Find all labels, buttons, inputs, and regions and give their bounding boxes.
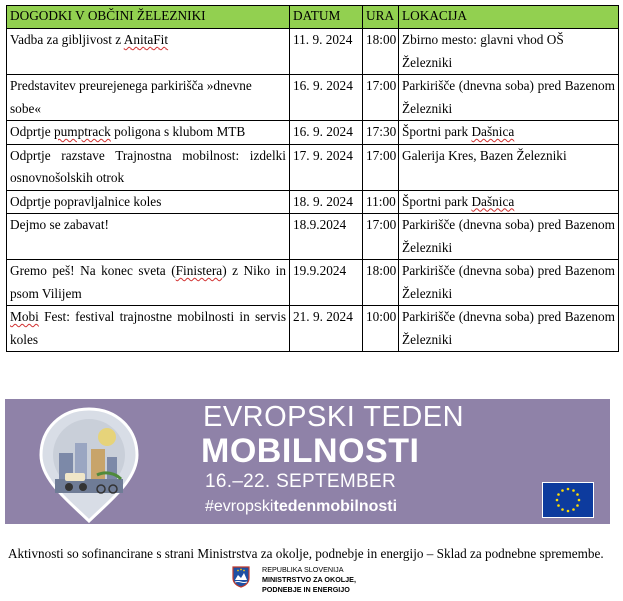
event-text-flagged: AnitaFit — [123, 32, 169, 47]
location-cell — [399, 29, 619, 75]
banner-title-line2: MOBILNOSTI — [201, 432, 420, 470]
time-cell: 17:30 — [363, 121, 399, 145]
location-text: Parkirišče (dnevna soba) pred Bazenom Železniki — [402, 217, 615, 255]
location-text: Zbirno mesto: glavni vhod OŠ Železniki — [402, 32, 564, 70]
time-cell: 17:00 — [363, 75, 399, 121]
event-cell — [7, 306, 290, 352]
event-text: Odprtje popravljalnice koles — [10, 193, 162, 209]
table-row — [7, 190, 619, 214]
location-cell — [399, 260, 619, 306]
event-text: poligona s klubom MTB — [110, 124, 246, 139]
hashtag-prefix: #evropski — [205, 498, 274, 515]
time-cell: 18:00 — [363, 260, 399, 306]
event-cell — [7, 144, 290, 190]
table-row — [7, 29, 619, 75]
date-cell: 19.9.2024 — [290, 260, 363, 306]
ministry-line1: REPUBLIKA SLOVENIJA — [262, 565, 344, 574]
location-text: Parkirišče (dnevna soba) pred Bazenom Železniki — [402, 78, 615, 116]
banner-dates: 16.–22. SEPTEMBER — [205, 471, 396, 492]
date-cell: 16. 9. 2024 — [290, 121, 363, 145]
event-text: Vadba za gibljivost z — [10, 32, 124, 47]
eu-flag-icon — [542, 482, 594, 518]
event-text-flagged: pumptrack — [53, 124, 111, 139]
location-cell — [399, 190, 619, 214]
event-cell — [7, 190, 290, 214]
date-cell: 18.9.2024 — [290, 214, 363, 260]
ministry-name — [262, 565, 356, 595]
ministry-line3: PODNEBJE IN ENERGIJO — [262, 585, 350, 594]
time-cell: 10:00 — [363, 306, 399, 352]
location-cell — [399, 144, 619, 190]
ministry-line2: MINISTRSTVO ZA OKOLJE, — [262, 575, 356, 584]
event-text: Gremo peš! Na konec sveta ( — [10, 263, 176, 278]
event-cell — [7, 29, 290, 75]
event-text-flagged: Mobi — [10, 309, 39, 324]
header-time: URA — [363, 6, 399, 29]
location-text-flagged: Dašnica — [471, 193, 515, 209]
events-table — [6, 5, 619, 352]
mobility-week-banner — [5, 399, 610, 524]
header-date: DATUM — [290, 6, 363, 29]
location-text-flagged: Dašnica — [471, 124, 515, 139]
location-text: Športni park — [402, 124, 472, 139]
location-text: Parkirišče (dnevna soba) pred Bazenom Železniki — [402, 263, 615, 301]
date-cell: 18. 9. 2024 — [290, 190, 363, 214]
hashtag-bold: tedenmobilnosti — [273, 498, 398, 515]
time-cell: 18:00 — [363, 29, 399, 75]
date-cell: 17. 9. 2024 — [290, 144, 363, 190]
table-row — [7, 75, 619, 121]
location-text: Parkirišče (dnevna soba) pred Bazenom Železniki — [402, 309, 615, 347]
date-cell: 16. 9. 2024 — [290, 75, 363, 121]
event-text: ) z Niko in psom Vilijem — [10, 263, 286, 301]
event-text: Predstavitev preurejenega parkirišča »dnevne sobe« — [10, 78, 252, 116]
event-text: Odprtje razstave Trajnostna mobilnost: izdelki osnovnošolskih otrok — [10, 147, 286, 185]
event-text: Odprtje — [10, 124, 54, 139]
location-cell — [399, 75, 619, 121]
location-text: Športni park — [402, 193, 472, 209]
event-text: Dejmo se zabavat! — [10, 217, 109, 232]
header-events: DOGODKI V OBČINI ŽELEZNIKI — [7, 6, 290, 29]
location-cell — [399, 214, 619, 260]
event-cell — [7, 75, 290, 121]
slovenia-coat-of-arms-icon — [232, 566, 250, 588]
location-text: Galerija Kres, Bazen Železniki — [402, 147, 567, 163]
event-text: Fest: festival trajnostne mobilnosti in servis koles — [10, 309, 286, 347]
table-row — [7, 260, 619, 306]
time-cell: 17:00 — [363, 214, 399, 260]
event-cell — [7, 214, 290, 260]
event-cell — [7, 260, 290, 306]
table-row — [7, 121, 619, 145]
date-cell: 21. 9. 2024 — [290, 306, 363, 352]
location-cell — [399, 121, 619, 145]
location-cell — [399, 306, 619, 352]
table-header-row — [7, 6, 619, 29]
banner-hashtag — [205, 498, 397, 516]
header-location: LOKACIJA — [399, 6, 619, 29]
banner-title-line1: EVROPSKI TEDEN — [203, 401, 465, 433]
date-cell: 11. 9. 2024 — [290, 29, 363, 75]
event-text-flagged: Finistera — [175, 263, 223, 278]
funding-note: Aktivnosti so sofinancirane s strani Ministrstva za okolje, podnebje in energijo – Sklad za podnebne spremembe. — [8, 546, 604, 561]
time-cell: 11:00 — [363, 190, 399, 214]
table-row — [7, 214, 619, 260]
event-cell — [7, 121, 290, 145]
time-cell: 17:00 — [363, 144, 399, 190]
table-row — [7, 306, 619, 352]
location-pin-illustration-icon — [35, 405, 143, 523]
table-row — [7, 144, 619, 190]
